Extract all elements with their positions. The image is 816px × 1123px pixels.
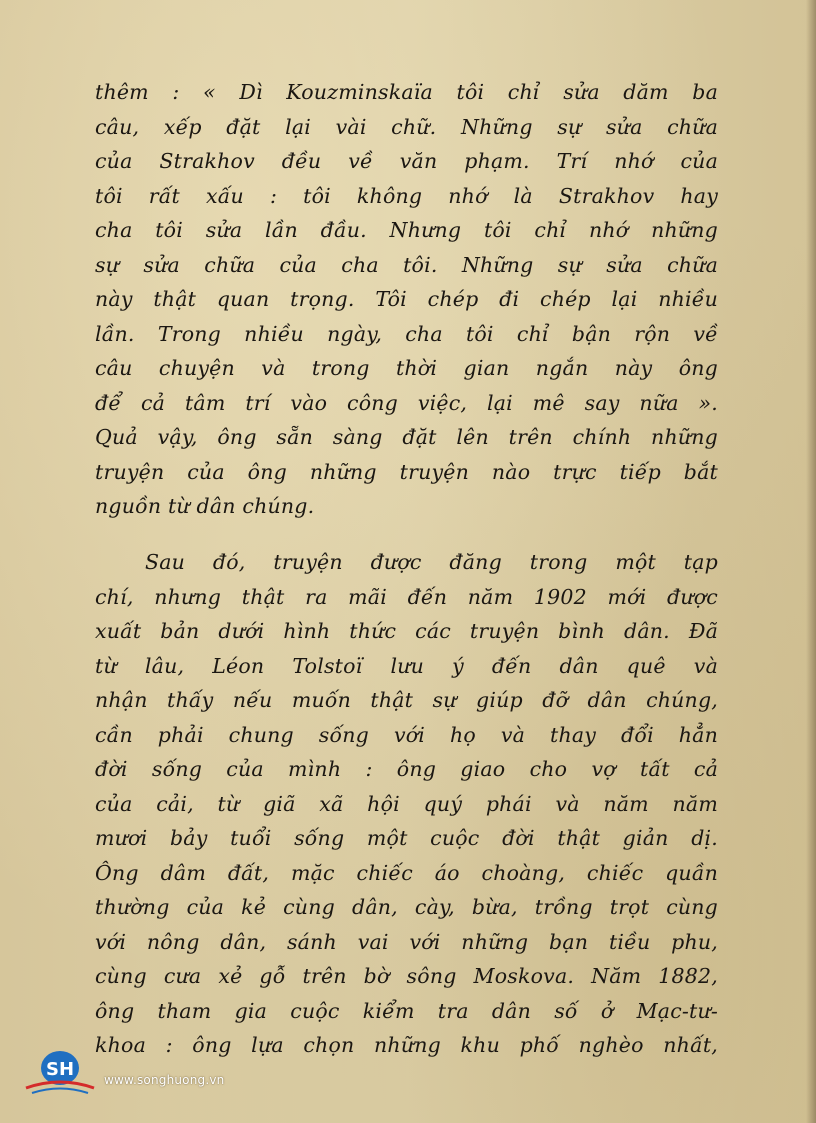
text-line: cùng cưa xẻ gỗ trên bờ sông Moskova. Năm 1882, [95, 964, 718, 988]
text-line: của Strakhov đều về văn phạm. Trí nhớ của [95, 149, 718, 173]
watermark [22, 1048, 282, 1098]
text-line: tôi rất xấu : tôi không nhớ là Strakhov hay [95, 183, 718, 208]
text-line: thường của kẻ cùng dân, cày, bừa, trồng trọt cùng [95, 895, 718, 919]
text-line: câu chuyện và trong thời gian ngắn này ông [95, 356, 718, 380]
text-line: chí, nhưng thật ra mãi đến năm 1902 mới được [95, 584, 718, 609]
text-line: cha tôi sửa lần đầu. Nhưng tôi chỉ nhớ những [95, 218, 718, 242]
text-line: Sau đó, truyện được đăng trong một tạp [145, 550, 718, 574]
songhuong-logo-icon [22, 1048, 98, 1096]
text-line: đời sống của mình : ông giao cho vợ tất cả [95, 757, 718, 781]
site-url: www.songhuong.vn [104, 1073, 225, 1087]
text-line: để cả tâm trí vào công việc, lại mê say nữa ». [95, 390, 718, 415]
text-line: nguồn từ dân chúng. [95, 494, 315, 518]
text-line: thêm : « Dì Kouzminskaïa tôi chỉ sửa dăm ba [95, 80, 718, 104]
text-line: này thật quan trọng. Tôi chép đi chép lại nhiều [95, 287, 718, 311]
text-line: truyện của ông những truyện nào trực tiếp bắt [95, 459, 718, 484]
text-line: từ lâu, Léon Tolstoï lưu ý đến dân quê và [95, 653, 718, 678]
paragraph-1 [95, 75, 718, 524]
text-line: khoa : ông lựa chọn những khu phố nghèo nhất, [95, 1033, 718, 1057]
text-line: câu, xếp đặt lại vài chữ. Những sự sửa chữa [95, 114, 718, 139]
text-line: nhận thấy nếu muốn thật sự giúp đỡ dân chúng, [95, 688, 718, 712]
text-line: ông tham gia cuộc kiểm tra dân số ở Mạc-tư- [95, 998, 718, 1023]
text-line: của cải, từ giã xã hội quý phái và năm năm [95, 791, 718, 816]
text-line: Ông dâm đất, mặc chiếc áo choàng, chiếc quần [95, 860, 718, 885]
text-line: lần. Trong nhiều ngày, cha tôi chỉ bận rộn về [95, 321, 718, 346]
text-line: xuất bản dưới hình thức các truyện bình dân. Đã [95, 619, 718, 643]
text-line: mươi bảy tuổi sống một cuộc đời thật giản dị. [95, 826, 718, 850]
text-line: cần phải chung sống với họ và thay đổi hẳn [95, 722, 718, 747]
text-line: với nông dân, sánh vai với những bạn tiều phu, [95, 929, 718, 954]
text-line: sự sửa chữa của cha tôi. Những sự sửa chữa [95, 252, 718, 277]
text-line: Quả vậy, ông sẵn sàng đặt lên trên chính những [95, 425, 718, 449]
logo-text: SH [45, 1059, 75, 1080]
paragraph-2 [95, 545, 718, 1063]
